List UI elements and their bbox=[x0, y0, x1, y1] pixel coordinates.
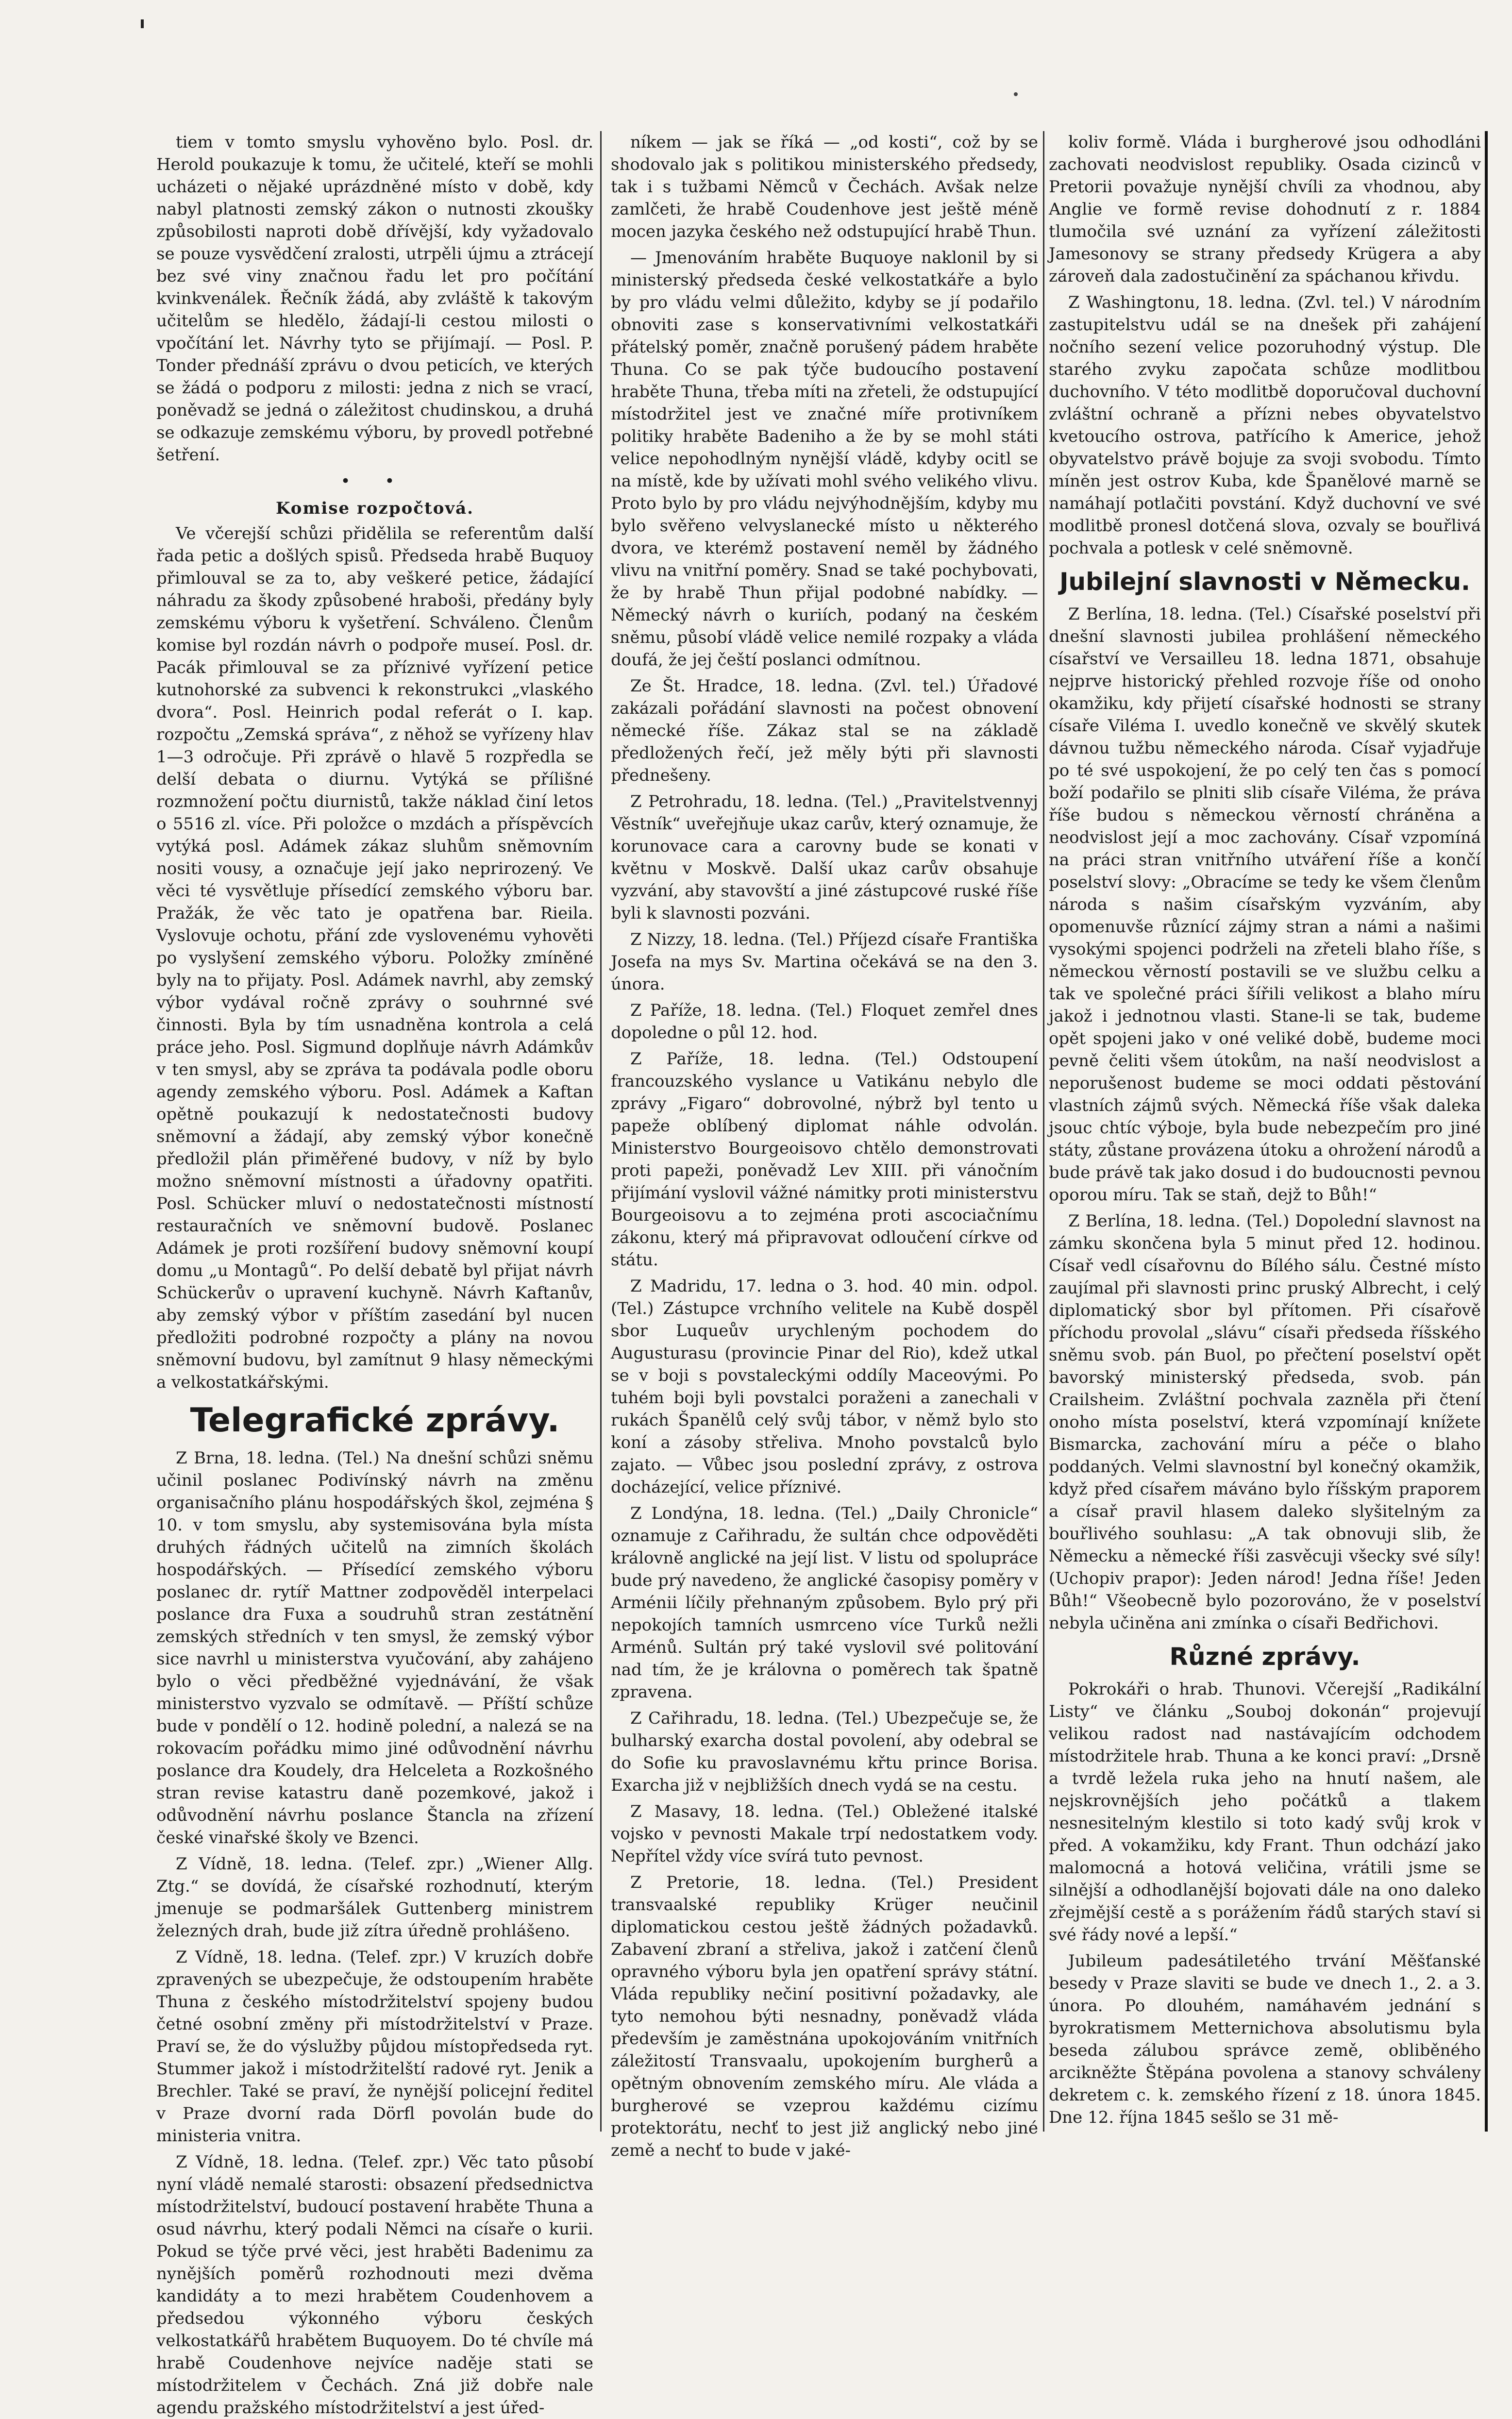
article-text: Z Cařihradu, 18. ledna. (Tel.) Ubezpečuje se, že bulharský exarcha dostal povolení, aby odebral se do Sofie ku pravoslavnému křtu prince Borisa. Exarcha již v nejbližších dnech vydá se na cestu. bbox=[611, 1709, 1038, 1795]
article-text: Z Masavy, 18. ledna. (Tel.) Obležené italské vojsko v pevnosti Makale trpí nedostatkem vody. Nepřítel vždy více svírá tuto pevnost. bbox=[611, 1802, 1038, 1866]
separator-dots: • • bbox=[340, 471, 409, 491]
article-text: Z Vídně, 18. ledna. (Telef. zpr.) Věc tato působí nyní vládě nemalé starosti: obsazení předsednictva místodržitelství, budoucí postavení hraběte Thuna a osud návrhu, který podali Němci na císaře o kurii. Pokud se týče prvé věci, jest hraběti Badenimu za nynějších poměrů rozhodnouti mezi dvěma kandidáty a to mezi hrabětem Coudenhovem a předsedou výkonného výboru českých velkostatkářů hrabětem Buquoyem. Do té chvíle má hrabě Coudenhove nejvíce naděje stati se místodržitelem v Čechách. Zná již dobře nale agendu pražského místodržitelství a jest úřed- bbox=[156, 2152, 593, 2418]
article-text: Z Vídně, 18. ledna. (Telef. zpr.) V kruzích dobře zpravených se ubezpečuje, že odstoupením hraběte Thuna z českého místodržitelství spojeny budou četné osobní změny při místodržitelství v Praze. Praví se, že do výslužby půjdou místopředseda ryt. Stummer jakož i místodržitelští radové ryt. Jenik a Brechler. Také se praví, že nynější policejní ředitel v Praze dvorní rada Dörfl povolán bude do ministeria vnitra. bbox=[156, 1948, 593, 2146]
article-text: koliv formě. Vláda i burgherové jsou odhodláni zachovati neodvislost republiky. Osada cizinců v Pretorii považuje nynější chvíli za vhodnou, aby Anglie ve formě revise dohodnutí z r. 1884 tlumočila své uznání za vyřízení záležitosti Jamesonovy se strany předsedy Krügera a aby zároveň dala zadostučinění za spáchanou křivdu. bbox=[1049, 133, 1481, 286]
article-text: Z Petrohradu, 18. ledna. (Tel.) „Pravitelstvennyj Věstník“ uveřejňuje ukaz carův, který oznamuje, že korunovace cara a carovny bude se konati v květnu v Moskvě. Další ukaz carův obsahuje vyzvání, aby stavovští a jiné zástupcové ruské říše byli k slavnosti pozváni. bbox=[611, 792, 1038, 923]
article-text: Ze Št. Hradce, 18. ledna. (Zvl. tel.) Úřadové zakázali pořádání slavnosti na počest obnovení německé říše. Zákaz stal se na základě předložených řečí, jež měly býti při slavnosti přednešeny. bbox=[611, 676, 1038, 785]
section-heading: Různé zprávy. bbox=[1169, 1643, 1361, 1671]
column-rule bbox=[600, 131, 602, 2132]
page-edge-rule bbox=[1485, 131, 1488, 2132]
article-text: Ve včerejší schůzi přidělila se referentům další řada petic a došlých spisů. Předseda hrabě Buquoy přimlouval se za to, aby veškeré petice, žádající náhradu za škody způsobené hraboši, předány byly zemskému výboru k vyšetření. Schváleno. Členům komise byl rozdán návrh o podpoře museí. Posl. dr. Pacák přimlouval se za příznivé vyřízení petice kutnohorské za subvenci k rekonstrukci „vlaského dvora“. Posl. Heinrich podal referát o I. kap. rozpočtu „Zemská správa“, z něhož se vyřízeny hlav 1—3 odročuje. Při zprávě o hlavě 5 rozpředla se delší debata o diurnu. Vytýká se přílišné rozmnožení počtu diurnistů, takže náklad činí letos o 5516 zl. více. Při položce o mzdách a příspěvcích vytýká posl. Adámek zákaz sluhům sněmovním nositi vousy, a označuje její jako neprirozený. Ve věci té vysvětluje přísedící zemského výboru bar. Pražák, že věc tato je opatřena bar. Rieila. Vyslovuje ochotu, přání zde vyslovenému vyhověti po vyslyšení zemského výboru. Položky zmíněné byly na to přijaty. Posl. Adámek navrhl, aby zemský výbor vydával ročně zprávy o souhrnné své činnosti. Byla by tím usnadněna kontrola a celá práce jeho. Posl. Sigmund doplňuje návrh Adámkův v ten smysl, aby se zpráva ta podávala podle oboru agendy zemského výboru. Posl. Adámek a Kaftan opětně poukazují k nedostatečnosti budovy sněmovní a žádají, aby zemský výbor konečně předložil plán přiměřené budovy, v níž by bylo možno sněmovní místnosti a úřadovny opatřiti. Posl. Schücker mluví o nedostatečnosti místností restauračních ve sněmovní budově. Poslanec Adámek je proti rozšíření budovy sněmovní koupí domu „u Montagů“. Po delší debatě byl přijat návrh Schückerův o upravení kuchyně. Návrh Kaftanův, aby zemský výbor v příštím zasedání byl nucen předložiti podrobné rozpočty a plány na novou sněmovní budovu, byl zamítnut 9 hlasy německými a velkostatkářskými. bbox=[156, 524, 593, 1392]
column-right bbox=[1049, 131, 1481, 2132]
article-text: Jubileum padesátiletého trvání Měšťanské besedy v Praze slaviti se bude ve dnech 1., 2. a 3. února. Po dlouhém, namáhavém jednání s byrokratismem Metternichova absolutismu byla beseda zálubou správce země, obliběného arcikněžte Štěpána povolena a stanovy schváleny dekretem c. k. zemského řízení z 18. února 1845. Dne 12. října 1845 sešlo se 31 mě- bbox=[1049, 1951, 1481, 2127]
article-text: Pokrokáři o hrab. Thunovi. Včerejší „Radikální Listy“ ve článku „Souboj dokonán“ projevují velikou radost nad nastávajícím odchodem místodržitele hrab. Thuna a ke konci praví: „Drsně a tvrdě ležela ruka jeho na hnutí našem, ale nejskrovnějších jeho počátků a tlakem nesnesitelným klestilo si toto kadý svůj krok v před. A vokamžiku, kdy Frant. Thun odchází jako malomocná a hotová veličina, vrátili jsme se silnější a odhodlanější bojovati dále na ono daleko zřejmější cestě a s porážením řádů starých staví si své řády nové a lepší.“ bbox=[1049, 1680, 1481, 1945]
column-rule bbox=[1043, 131, 1044, 2132]
article-text: Z Washingtonu, 18. ledna. (Zvl. tel.) V národním zastupitelstvu udál se na dnešek při zahájení nočního sezení velice pozoruhodný výstup. Dle starého zvyku započata schůze modlitbou duchovního. V této modlitbě doporučoval duchovní zvláštní ochraně a přízni nebes obyvatelstvo kvetoucího ostrova, patřícího k Americe, jehož obyvatelstvo právě bojuje za svoji svobodu. Tímto míněn jest ostrov Kuba, kde Španělové marně se namáhají potlačiti povstání. Když duchovní ve své modlitbě pronesl dotčená slova, ozvaly se bouřlivá pochvala a potlesk v celé sněmovně. bbox=[1049, 293, 1481, 558]
article-text: Z Berlína, 18. ledna. (Tel.) Císařské poselství při dnešní slavnosti jubilea prohlášení německého císařství ve Versailleu 18. ledna 1871, obsahuje nejprve historický přehled rozvoje říše od onoho okamžiku, kdy přijetí císařské hodnosti se strany císaře Viléma I. uvedlo konečně ve skvělý skutek dávnou tužbu německého národa. Císař vyjadřuje po té své uspokojení, že po celý ten čas s pomocí boží podařilo se plniti slib císaře Viléma, že práva říše budou s německou věrností chráněna a neodvislost její a moc zachovány. Císař vzpomíná na práci stran vnitřního utváření říše a končí poselství slovy: „Obracíme se tedy ke všem členům národa s našim císařským vyzváním, aby opomenuvše různící zájmy stran a námi a našimi vysokými spojenci podrželi na zřeteli blaho říše, s německou věrností postavili se ve službu celku a tak ve společné práci šířili velikost a blaho míru jakož i jednotnou vlasti. Stane-li se tak, budeme opět spojeni jako v oné veliké době, budeme moci pevně čeliti všem útokům, na naší neodvislost a neporušenost budeme se moci oddati pěstování vlastních zájmů svých. Německá říše však daleka jsouc chtíc výboje, byla bude nebezpečím pro jiné státy, zůstane provázena útoku a ohrožení národů a bude právě tak jako dosud i do budoucnosti pevnou oporou míru. Tak se staň, dejž to Bůh!“ bbox=[1049, 605, 1481, 1205]
section-heading: Jubilejní slavnosti v Německu. bbox=[1059, 568, 1471, 596]
article-text: Z Nizzy, 18. ledna. (Tel.) Příjezd císaře Františka Josefa na mys Sv. Martina očekává se na den 3. února. bbox=[611, 930, 1038, 994]
section-title: Komise rozpočtová. bbox=[275, 499, 474, 518]
article-text: Z Madridu, 17. ledna o 3. hod. 40 min. odpol. (Tel.) Zástupce vrchního velitele na Kubě dospěl sbor Luqueův urychleným pochodem do Augusturasu (provincie Pinar del Rio), kdež utkal se v boji s povstaleckými oddíly Maceovými. Po tuhém boji byli povstalci poraženi a zanechali v rukách Španělů celý svůj tábor, v němž bylo sto koní a zásoby střeliva. Mnoho povstalců bylo zajato. — Vůbec jsou poslední zprávy, z ostrova docházející, velice příznivé. bbox=[611, 1277, 1038, 1497]
article-text: Z Berlína, 18. ledna. (Tel.) Dopolední slavnost na zámku skončena byla 5 minut před 12. hodinou. Císař vedl císařovnu do Bílého sálu. Čestné místo zaujímal při slavnosti princ pruský Albrecht, i celý diplomatický sbor byl přítomen. Při císařově příchodu provolal „slávu“ císaři předseda říšského sněmu svob. pán Buol, po přečtení poselství opět bavorský ministerský předseda, svob. pán Crailsheim. Zvláštní pochvala zazněla při čtení onoho místa poselství, která vzpomínají knížete Bismarcka, zachování míru a péče o blaho poddaných. Velmi slavnostní byl konečný okamžik, když před císařem máváno bylo říšským praporem a císař pravil hlasem daleko slyšitelným za bouřlivého souhlasu: „A tak obnovuji slib, že Německu a německé říši zasvěcuji všecky své síly! (Uchopiv prapor): Jeden národ! Jedna říše! Jeden Bůh!“ Všeobecně bylo pozorováno, že v poselství nebyla učiněna ani zmínka o císaři Bedřichovi. bbox=[1049, 1211, 1481, 1633]
article-text: Z Paříže, 18. ledna. (Tel.) Odstoupení francouzského vyslance u Vatikánu nebylo dle zprávy „Figaro“ dobrovolné, nýbrž byl tento u papeže oblíbený diplomat náhle odvolán. Ministerstvo Bourgeoisovo chtělo demonstrovati proti papeži, poněvadž Lev XIII. při vánočním přijímání vyslovil vážné námitky proti ministerstvu Bourgeoisovu a to zejména proti ascociačnímu zákonu, který má připravovat odloučení církve od státu. bbox=[611, 1049, 1038, 1270]
section-heading: Telegrafické zprávy. bbox=[190, 1401, 560, 1440]
article-text: Z Paříže, 18. ledna. (Tel.) Floquet zemřel dnes dopoledne o půl 12. hod. bbox=[611, 1001, 1038, 1042]
column-left bbox=[156, 131, 593, 2418]
article-text: Z Pretorie, 18. ledna. (Tel.) President transvaalské republiky Krüger neučinil diplomatickou cestou ještě žádných požadavků. Zabavení zbraní a střeliva, jakož i zatčení členů opravného výboru byla jen opatření správy státní. Vláda republiky nečiní positivní požadavky, ale tyto nemohou býti nesnadny, poněvadž vláda především je zaměstnána upokojováním vnitřních záležitostí Transvaalu, upokojením burgherů a opětným obnovením zemského míru. Ale vláda a burgherové se vzeprou každému cizímu protektorátu, nechť to jest již anglický nebo jiné země a nechť to bude v jaké- bbox=[611, 1873, 1038, 2160]
article-text: Z Vídně, 18. ledna. (Telef. zpr.) „Wiener Allg. Ztg.“ se dovídá, že císařské rozhodnutí, kterým jmenuje se podmaršálek Guttenberg ministrem železných drah, bude již zítra úředně prohlášeno. bbox=[156, 1854, 593, 1941]
article-text: tiem v tomto smyslu vyhověno bylo. Posl. dr. Herold poukazuje k tomu, že učitelé, kteří se mohli ucházeti o nějaké uprázdněné místo v době, kdy nabyl platnosti zemský zákon o nutnosti zkoušky způsobilosti naproti době dřívější, kdy vyžadovalo se pouze vysvědčení zralosti, utrpěli újmu a ztrácejí bez své viny značnou řadu let pro počítání kvinkvenálek. Řečník žádá, aby zvláště k takovým učitelům se hledělo, žádají-li cestou milosti o vpočítání let. Návrhy tyto se přijímají. — Posl. P. Tonder přednáší zprávu o dvou peticích, ve kterých se žádá o podporu z milosti: jedna z nich se vrací, poněvadž se jedná o záležitost chudinskou, a druhá se odkazuje zemskému výboru, by provedl potřebné šetření. bbox=[156, 133, 593, 465]
article-text: Z Brna, 18. ledna. (Tel.) Na dnešní schůzi sněmu učinil poslanec Podivínský návrh na změnu organisačního plánu hospodářských škol, zejména § 10. v tom smyslu, aby systemisována byla místa druhých řádných učitelů na zimních školách hospodářských. — Přísedící zemského výboru poslanec dr. rytíř Mattner zodpověděl interpelaci poslance dra Fuxa a soudruhů stran zestátnění zemských středních v ten smysl, že zemský výbor sice navrhl u ministerstva vyučování, aby zahájeno bylo o věci předběžné vyjednávání, že však ministerstvo vyzvalo se odmítavě. — Příští schůze bude v pondělí o 12. hodině polední, a nalezá se na rokovacím pořádku mimo jiné odůvodnění návrhu poslance dra Koudely, dra Helceleta a Rozkošného stran revise katastru daně pozemkové, jakož i odůvodnění návrhu poslance Štancla na zřízení české vinařské školy ve Bzenci. bbox=[156, 1448, 593, 1848]
article-text: Z Londýna, 18. ledna. (Tel.) „Daily Chronicle“ oznamuje z Cařihradu, že sultán chce odpověděti královně anglické na její list. V listu od spolupráce bude prý navedeno, že anglické časopisy poměry v Arménii líčily přehnaným způsobem. Bylo prý při nepokojích tamních usmrceno více Turků nežli Arménů. Sultán prý také vyslovil své politování nad tím, že je královna o poměrech tak špatně zpravena. bbox=[611, 1504, 1038, 1702]
print-mark bbox=[141, 19, 144, 28]
column-middle bbox=[611, 131, 1038, 2160]
article-text: níkem — jak se říká — „od kosti“, což by se shodovalo jak s politikou ministerského předsedy, tak i s tužbami Němců v Čechách. Avšak nelze zamlčeti, že hrabě Coudenhove jest ještě méně mocen jazyka českého než odstupující hrabě Thun. bbox=[611, 133, 1038, 241]
article-text: — Jmenováním hraběte Buquoye naklonil by si ministerský předseda české velkostatkáře a bylo by pro vládu velmi důležito, kdyby se jí podařilo obnoviti zase s konservativními velkostatkáři přátelský poměr, značně porušený pádem hraběte Thuna. Co se pak týče budoucího postavení hraběte Thuna, třeba míti na zřeteli, že odstupující místodržitel jest ve značné míře protivníkem politiky hraběte Badeniho a že by se mohl státi velice nepohodlným nynější vládě, kdyby ocitl se na místě, kde by užívati mohl svého velikého vlivu. Proto bylo by pro vládu nejvýhodnějším, kdyby mu bylo svěřeno velvyslanecké místo u některého dvora, ve kterémž postavení neměl by žádného vlivu na vnitřní poměry. Snad se také pochybovati, že by hrabě Thun přijal podobné nabídky. — Německý návrh o kuriích, podaný na českém sněmu, působí vládě velice nemilé rozpaky a vláda doufá, že jej čeští poslanci odmítnou. bbox=[611, 248, 1038, 670]
ink-spot bbox=[1014, 92, 1018, 96]
